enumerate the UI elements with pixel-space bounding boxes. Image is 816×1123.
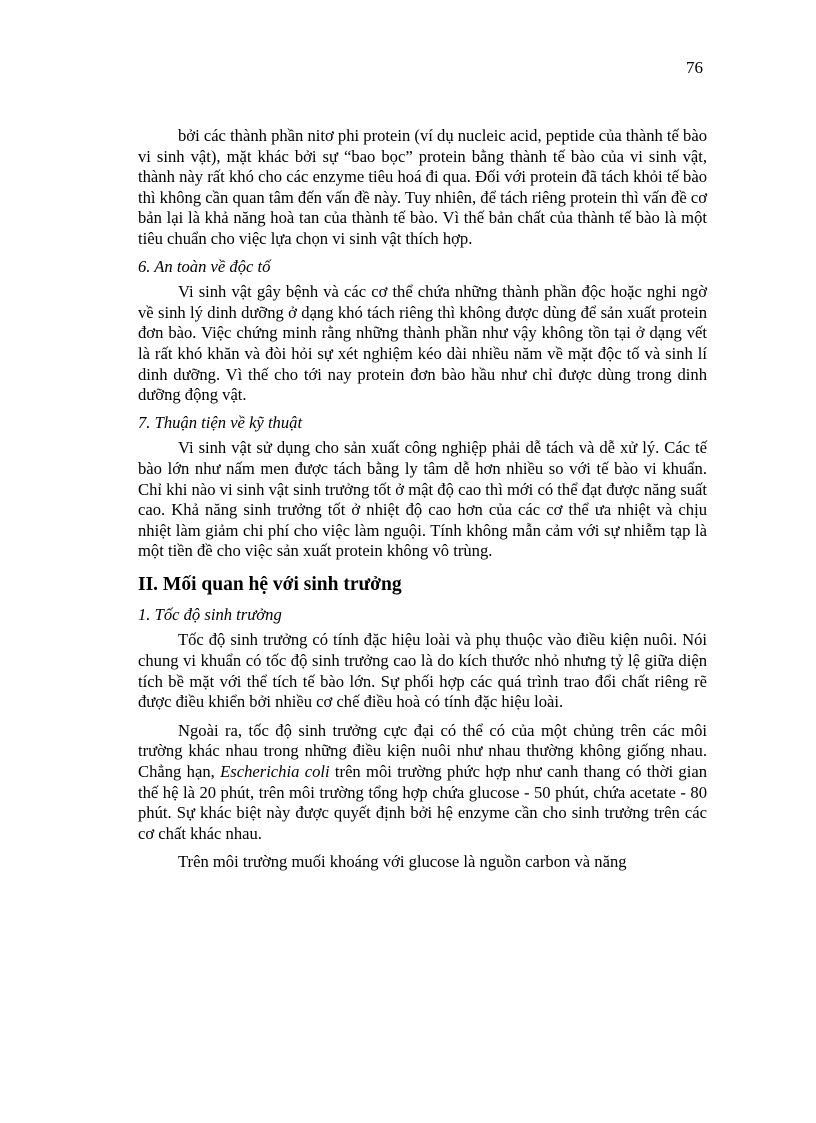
subheading-growth-rate: 1. Tốc độ sinh trưởng [138,604,282,624]
paragraph-text: trên môi trường phức hợp như canh thang có thời gian thế hệ là 20 phút, trên môi trường tổng hợp chứa glucose - 50 phút, chứa acetate - 80 phút. Sự khác biệt này được quyết định bởi hệ enzyme cần cho sinh trưởng trên các cơ chất khác nhau. [138,762,707,843]
paragraph-growth-rate: Tốc độ sinh trưởng có tính đặc hiệu loài và phụ thuộc vào điều kiện nuôi. Nói chung vi khuẩn có tốc độ sinh trưởng cao là do kích thước nhỏ nhưng tỷ lệ giữa diện tích bề mặt với thể tích tế bào lớn. Sự phối hợp các quá trình trao đổi chất riêng rẽ được điều khiển bởi nhiều cơ chế điều hoà có tính đặc hiệu loài. [138,630,707,712]
paragraph-mineral-medium: Trên môi trường muối khoáng với glucose là nguồn carbon và năng [178,852,627,872]
subheading-technical-convenience: 7. Thuận tiện về kỹ thuật [138,412,303,432]
section-heading-growth: II. Mối quan hệ với sinh trưởng [138,573,402,595]
page-body [138,126,707,873]
page-number: 76 [686,58,703,77]
paragraph-toxin-safety: Vi sinh vật gây bệnh và các cơ thể chứa những thành phần độc hoặc nghi ngờ về sinh lý dinh dưỡng ở dạng khó tách riêng thì không được dùng để sản xuất protein đơn bào. Việc chứng minh rằng những thành phần như vậy không tồn tại ở dạng vết là rất khó khăn và đòi hỏi sự xét nghiệm kéo dài nhiều năm về mặt độc tố và sinh lí dinh dưỡng. Vì thế cho tới nay protein đơn bào hầu như chỉ được dùng trong dinh dưỡng động vật. [138,282,707,405]
paragraph-technical-convenience: Vi sinh vật sử dụng cho sản xuất công nghiệp phải dễ tách và dễ xử lý. Các tế bào lớn như nấm men được tách bằng ly tâm dễ hơn nhiều so với tế bào vi khuẩn. Chỉ khi nào vi sinh vật sinh trưởng tốt ở mật độ cao thì mới có thể đạt được năng suất cao. Khả năng sinh trưởng tốt ở nhiệt độ cao hơn của các cơ thể ưa nhiệt và chịu nhiệt làm giảm chi phí cho việc làm nguội. Tính không mẫn cảm với sự nhiễm tạp là một tiền đề cho việc sản xuất protein không vô trùng. [138,438,707,561]
paragraph-max-growth-rate [138,721,707,845]
paragraph-text: Ngoài ra, tốc độ sinh trưởng cực đại có thể có của một chủng trên các môi trường khác nhau trong những điều kiện nuôi như nhau thường không giống nhau. Chẳng hạn, [138,720,707,782]
species-name: Escherichia coli [220,762,330,782]
paragraph-cell-wall: bởi các thành phần nitơ phi protein (ví dụ nucleic acid, peptide của thành tế bào vi sinh vật), mặt khác bởi sự “bao bọc” protein bằng thành tế bào của vi sinh vật, thành này rất khó cho các enzyme tiêu hoá đi qua. Đối với protein đã tách khỏi tế bào thì không cần quan tâm đến vấn đề này. Tuy nhiên, để tách riêng protein thì vấn đề cơ bản lại là khả năng hoà tan của thành tế bào. Vì thế bản chất của thành tế bào là một tiêu chuẩn cho việc lựa chọn vi sinh vật thích hợp. [138,126,708,248]
subheading-toxin-safety: 6. An toàn về độc tố [138,256,271,276]
